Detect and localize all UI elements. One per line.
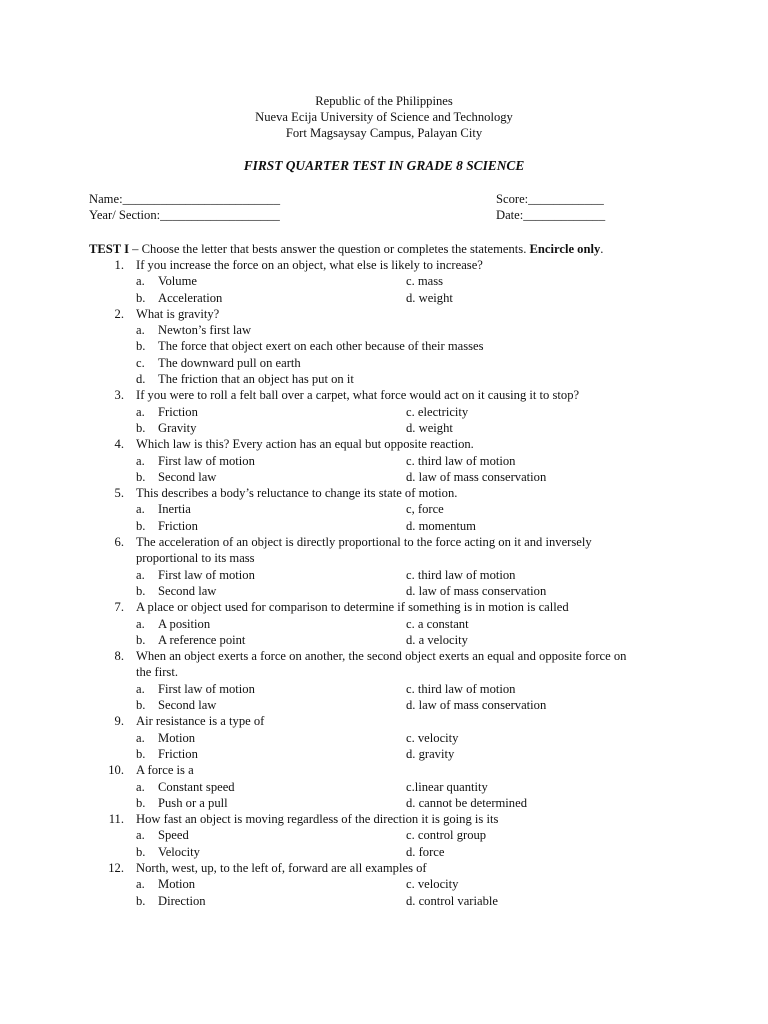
test-instructions: [89, 241, 603, 257]
option-letter: b.: [136, 795, 146, 810]
option-row: [0, 567, 768, 583]
question-item: [0, 306, 768, 387]
option-letter: c.: [136, 355, 145, 370]
question-line: [0, 713, 768, 729]
school-header: [0, 93, 768, 141]
question-number: 10.: [108, 763, 124, 778]
option-right: c. third law of motion: [406, 681, 516, 696]
question-item: [0, 762, 768, 811]
option-letter: a.: [136, 828, 145, 843]
question-text: What is gravity?: [136, 306, 220, 321]
option-text: Direction: [158, 893, 206, 908]
option-text: Second law: [158, 469, 217, 484]
question-text: The acceleration of an object is directly proportional to the force acting on it and inversely: [136, 535, 592, 550]
option-row: [0, 420, 768, 436]
option-letter: a.: [136, 323, 145, 338]
question-number: 9.: [114, 714, 124, 729]
option-row: [0, 697, 768, 713]
question-text: Which law is this? Every action has an equal but opposite reaction.: [136, 437, 474, 452]
question-line: [0, 762, 768, 778]
option-row: [0, 518, 768, 534]
option-letter: b.: [136, 583, 146, 598]
question-item: [0, 599, 768, 648]
option-letter: a.: [136, 616, 145, 631]
option-row: [0, 583, 768, 599]
option-text: Motion: [158, 730, 196, 745]
name-field: Name:_________________________: [89, 192, 280, 206]
question-number: 8.: [114, 649, 124, 664]
question-number: 3.: [114, 388, 124, 403]
option-right: c. velocity: [406, 877, 459, 892]
question-text: proportional to its mass: [136, 551, 255, 566]
option-text: First law of motion: [158, 453, 255, 468]
question-item: [0, 257, 768, 306]
header-campus: Fort Magsaysay Campus, Palayan City: [285, 126, 483, 140]
question-item: [0, 648, 768, 713]
option-letter: b.: [136, 698, 146, 713]
question-line: [0, 550, 768, 566]
option-letter: b.: [136, 339, 146, 354]
option-letter: b.: [136, 518, 146, 533]
question-item: [0, 534, 768, 599]
option-right: c.linear quantity: [406, 779, 488, 794]
question-line: [0, 860, 768, 876]
question-item: [0, 713, 768, 762]
option-right: c, force: [406, 502, 444, 517]
option-row: [0, 616, 768, 632]
test-dash: –: [129, 242, 142, 256]
option-row: [0, 453, 768, 469]
option-right: d. control variable: [406, 893, 498, 908]
option-row: [0, 876, 768, 892]
option-letter: a.: [136, 779, 145, 794]
option-row: [0, 371, 768, 387]
question-item: [0, 860, 768, 909]
question-text: How fast an object is moving regardless of the direction it is going is its: [136, 812, 499, 827]
option-row: [0, 273, 768, 289]
question-item: [0, 811, 768, 860]
option-letter: b.: [136, 420, 146, 435]
option-text: Inertia: [158, 502, 191, 517]
option-text: Constant speed: [158, 779, 235, 794]
option-text: Newton’s first law: [158, 323, 252, 338]
option-row: [0, 632, 768, 648]
option-letter: a.: [136, 730, 145, 745]
option-row: [0, 290, 768, 306]
option-text: The friction that an object has put on it: [158, 372, 354, 387]
option-text: The downward pull on earth: [158, 355, 301, 370]
option-row: [0, 795, 768, 811]
option-letter: a.: [136, 567, 145, 582]
option-text: A reference point: [158, 632, 246, 647]
option-text: Push or a pull: [158, 795, 228, 810]
option-right: c. third law of motion: [406, 567, 516, 582]
question-text: the first.: [136, 665, 178, 680]
option-text: First law of motion: [158, 681, 255, 696]
option-text: Speed: [158, 828, 189, 843]
option-row: [0, 893, 768, 909]
option-letter: d.: [136, 372, 146, 387]
option-text: Acceleration: [158, 290, 223, 305]
option-right: d. a velocity: [406, 632, 468, 647]
option-right: d. cannot be determined: [406, 795, 527, 810]
option-right: d. force: [406, 844, 445, 859]
option-row: [0, 338, 768, 354]
option-letter: a.: [136, 877, 145, 892]
option-letter: b.: [136, 632, 146, 647]
option-row: [0, 681, 768, 697]
option-letter: a.: [136, 453, 145, 468]
option-right: c. third law of motion: [406, 453, 516, 468]
option-letter: b.: [136, 469, 146, 484]
option-text: First law of motion: [158, 567, 255, 582]
question-text: A place or object used for comparison to determine if something is in motion is called: [136, 600, 569, 615]
date-field: Date:_____________: [496, 208, 606, 222]
option-text: The force that object exert on each other because of their masses: [158, 339, 484, 354]
option-right: c. a constant: [406, 616, 469, 631]
option-right: d. momentum: [406, 518, 476, 533]
question-line: [0, 387, 768, 403]
question-text: If you increase the force on an object, what else is likely to increase?: [136, 258, 483, 272]
question-item: [0, 436, 768, 485]
option-text: Friction: [158, 518, 198, 533]
header-country: Republic of the Philippines: [315, 94, 453, 108]
test-instruction-end: .: [600, 242, 604, 256]
question-number: 7.: [114, 600, 124, 615]
question-line: [0, 648, 768, 664]
question-line: [0, 436, 768, 452]
option-right: d. weight: [406, 420, 453, 435]
option-row: [0, 779, 768, 795]
option-row: [0, 355, 768, 371]
option-right: d. law of mass conservation: [406, 583, 547, 598]
option-text: Velocity: [158, 844, 200, 859]
test-instruction-text: Choose the letter that bests answer the question or completes the statements.: [141, 242, 530, 256]
question-line: [0, 534, 768, 550]
option-letter: b.: [136, 844, 146, 859]
question-line: [0, 664, 768, 680]
option-letter: b.: [136, 893, 146, 908]
option-letter: b.: [136, 290, 146, 305]
option-right: d. gravity: [406, 746, 455, 761]
option-letter: a.: [136, 681, 145, 696]
question-text: If you were to roll a felt ball over a carpet, what force would act on it causing it to stop?: [136, 388, 580, 403]
option-letter: a.: [136, 404, 145, 419]
question-text: This describes a body’s reluctance to change its state of motion.: [136, 486, 458, 501]
option-text: Motion: [158, 877, 196, 892]
option-text: Friction: [158, 746, 198, 761]
question-number: 11.: [108, 812, 124, 827]
option-row: [0, 844, 768, 860]
question-text: A force is a: [136, 763, 194, 778]
question-text: When an object exerts a force on another, the second object exerts an equal and opposite force on: [136, 649, 627, 664]
option-letter: b.: [136, 746, 146, 761]
option-text: Second law: [158, 698, 217, 713]
option-letter: a.: [136, 502, 145, 517]
option-right: d. weight: [406, 290, 453, 305]
option-right: d. law of mass conservation: [406, 469, 547, 484]
question-list: [0, 257, 768, 909]
option-row: [0, 730, 768, 746]
question-item: [0, 387, 768, 436]
question-line: [0, 257, 768, 273]
option-letter: a.: [136, 274, 145, 289]
option-right: c. electricity: [406, 404, 469, 419]
score-field: Score:____________: [496, 192, 604, 206]
question-line: [0, 306, 768, 322]
test-title: FIRST QUARTER TEST IN GRADE 8 SCIENCE: [243, 158, 525, 173]
question-text: Air resistance is a type of: [136, 714, 265, 729]
option-right: c. velocity: [406, 730, 459, 745]
question-line: [0, 811, 768, 827]
question-text: North, west, up, to the left of, forward are all examples of: [136, 860, 427, 875]
test-emphasis: Encircle only: [529, 242, 601, 256]
option-text: Gravity: [158, 420, 197, 435]
option-text: Second law: [158, 583, 217, 598]
question-number: 2.: [114, 306, 124, 321]
option-text: Volume: [158, 274, 197, 289]
header-university: Nueva Ecija University of Science and Technology: [255, 110, 513, 124]
option-row: [0, 827, 768, 843]
option-row: [0, 501, 768, 517]
option-text: Friction: [158, 404, 198, 419]
question-number: 6.: [114, 535, 124, 550]
question-line: [0, 485, 768, 501]
question-line: [0, 599, 768, 615]
option-right: c. mass: [406, 274, 444, 289]
option-row: [0, 322, 768, 338]
year-section-field: Year/ Section:___________________: [89, 208, 280, 222]
option-row: [0, 469, 768, 485]
question-item: [0, 485, 768, 534]
option-row: [0, 746, 768, 762]
option-right: c. control group: [406, 828, 487, 843]
question-number: 1.: [114, 258, 124, 272]
option-row: [0, 404, 768, 420]
option-right: d. law of mass conservation: [406, 698, 547, 713]
question-number: 4.: [114, 437, 124, 452]
test-label: TEST I: [89, 242, 130, 256]
option-text: A position: [158, 616, 211, 631]
question-number: 12.: [108, 860, 124, 875]
question-number: 5.: [114, 486, 124, 501]
